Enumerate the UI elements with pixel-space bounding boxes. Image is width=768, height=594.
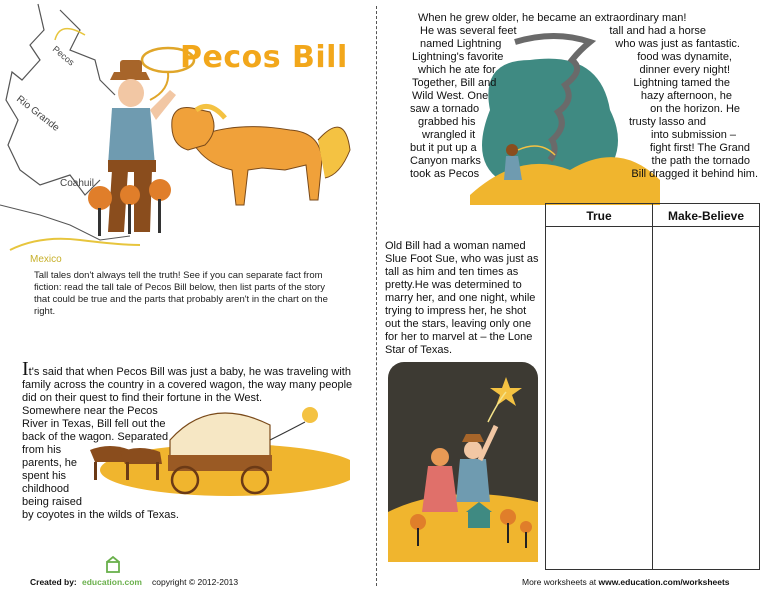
footer-more-worksheets: More worksheets at www.education.com/worksheets: [522, 577, 730, 587]
bill-body: [456, 459, 490, 502]
wagon-cover: [170, 413, 270, 460]
story-paragraph-3: Old Bill had a woman named Slue Foot Sue, who was just as tall as him and ten times as pretty.He was determined to marry her, and one night, while trying to impress her, he shot out the stars, leaving only one for her to marvel at – the Lone Star of Texas.: [385, 240, 539, 356]
story-paragraph-2-top: When he grew older, he became an extraordinary man!: [418, 12, 687, 24]
chart-header-rule: [546, 226, 759, 227]
page-title: Pecos Bill: [180, 40, 348, 75]
tree: [120, 185, 140, 205]
page-divider: [376, 6, 377, 586]
house: [468, 512, 490, 528]
fact-fiction-chart: [545, 203, 760, 570]
night-illustration: [388, 362, 538, 567]
chart-header-make-believe: Make-Believe: [667, 209, 745, 223]
wagon-illustration: [80, 400, 350, 510]
footer-more-url[interactable]: www.education.com/worksheets: [598, 577, 730, 587]
ground: [388, 494, 538, 562]
footer-brand-link[interactable]: education.com: [82, 577, 142, 587]
tree: [88, 186, 112, 210]
intro-instructions: Tall tales don't always tell the truth! See if you can separate fact from fiction: read the tall tale of Pecos Bill below, then list parts of the story that could be true and the parts that probably aren't in the chart on the right.: [34, 270, 328, 317]
drop-cap: I: [22, 358, 29, 380]
chart-header-true: True: [586, 209, 612, 223]
make-believe-answer-area[interactable]: [656, 230, 756, 564]
tree: [149, 179, 171, 201]
cowboy-face: [118, 79, 144, 107]
map-label-pecos: Pecos: [50, 43, 77, 68]
baby: [302, 407, 318, 423]
horse-tail: [318, 127, 350, 178]
footer-copyright: copyright © 2012-2013: [152, 577, 239, 587]
sue-dress: [422, 466, 458, 512]
map-yellow-path: [10, 239, 140, 250]
map-label-coahuil: Coahuil: [60, 178, 94, 189]
true-answer-area[interactable]: [549, 230, 649, 564]
map-label-rio-grande: Rio Grande: [14, 93, 62, 134]
wagon-bed: [168, 455, 272, 471]
story-paragraph-2-left: He was several feet named Lightning Lightning's favorite which he ate for Together, Bill and Wild West. One saw a tornado grabbed his wrangled it but it put up a Canyon marks took as Pecos: [410, 25, 517, 180]
story-paragraph-2-right: tall and had a horse who was just as fantastic. food was dynamite, dinner every night! Lightning tamed the hazy afternoon, he on the horizon. He trusty lasso and into submission – fight first! The Grand the path the tornado Bill dragged it behind him.: [609, 25, 758, 180]
sue-head: [431, 448, 449, 466]
footer-created-by: Created by:: [30, 577, 77, 587]
chart-column-divider: [652, 204, 653, 569]
cowboy-shirt: [108, 108, 155, 165]
story-paragraph-1: It's said that when Pecos Bill was just a baby, he was traveling with family across the country in a covered wagon, the way many people did on their quest to find their fortune in the West. Somewhere near the Pecos River in Texas, Bill fell out the back of the wagon. Separated from his parents, he spent his childhood being raised by coyotes in the wilds of Texas.: [22, 358, 353, 521]
education-logo-icon: [104, 556, 122, 574]
map-label-mexico: Mexico: [30, 254, 62, 265]
